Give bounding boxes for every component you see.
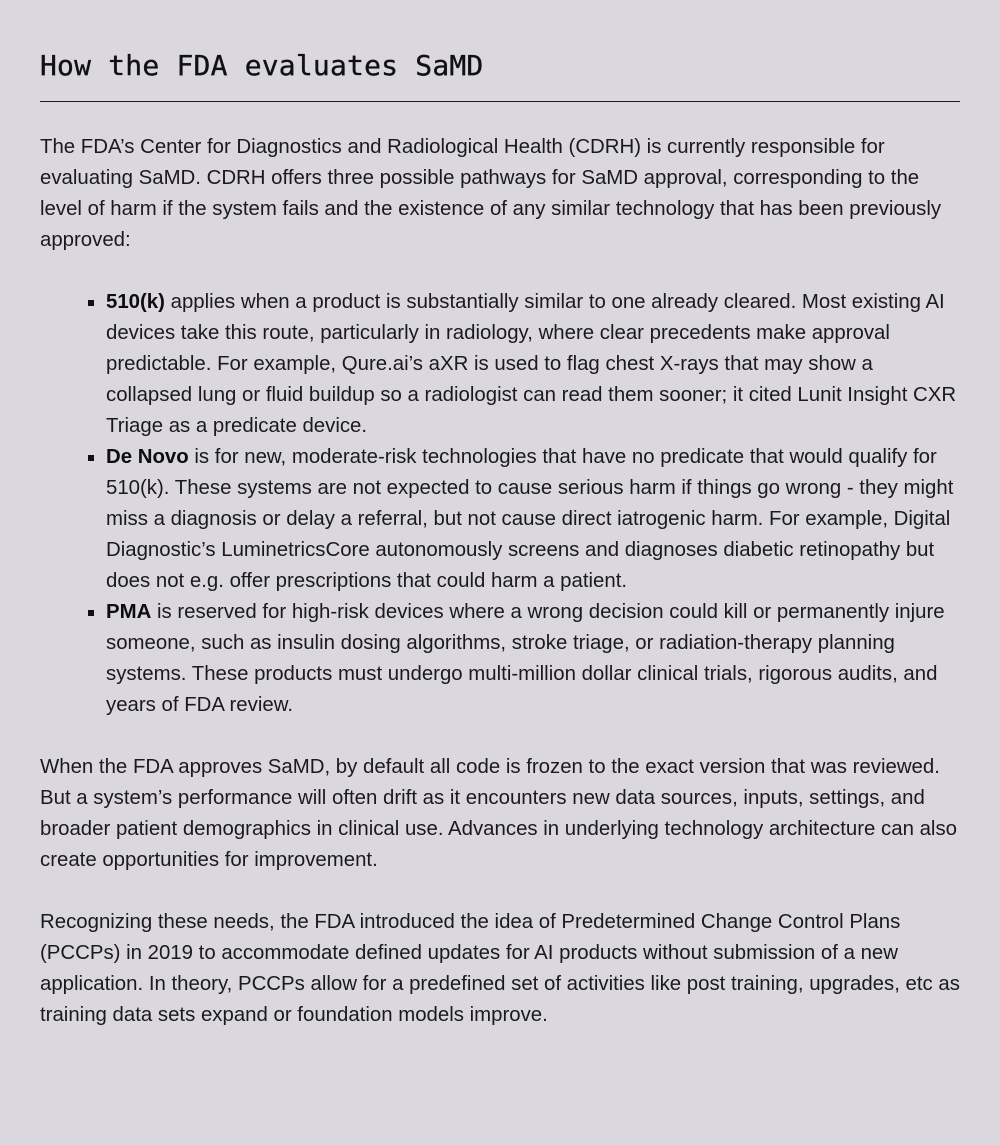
pathway-description: is for new, moderate-risk technologies that have no predicate that would qualify for 510(k). These systems are not expected to cause serious harm if things go wrong - they might miss a diagnosis or delay a referral, but not cause direct iatrogenic harm. For example, Digital Diagnostic’s LuminetricsCore autonomously screens and diagnoses diabetic retinopathy but does not e.g. offer prescriptions that could harm a patient. xyxy=(106,446,954,592)
pathway-term: 510(k) xyxy=(106,291,165,313)
section-heading: How the FDA evaluates SaMD xyxy=(40,49,484,82)
pathway-description: is reserved for high-risk devices where a wrong decision could kill or permanently injure someone, such as insulin dosing algorithms, stroke triage, or radiation-therapy planning systems. These products must undergo multi-million dollar clinical trials, rigorous audits, and years of FDA review. xyxy=(106,601,945,716)
pathway-item-de-novo xyxy=(106,442,960,597)
heading-divider xyxy=(40,101,960,102)
pccp-paragraph: Recognizing these needs, the FDA introduced the idea of Predetermined Change Control Plans (PCCPs) in 2019 to accommodate defined updates for AI products without submission of a new application. In theory, PCCPs allow for a predefined set of activities like post training, upgrades, etc as training data sets expand or foundation models improve. xyxy=(40,911,960,1026)
pathway-term: PMA xyxy=(106,601,152,623)
article xyxy=(40,0,960,1031)
bullet-square-icon xyxy=(88,300,94,306)
intro-paragraph: The FDA’s Center for Diagnostics and Radiological Health (CDRH) is currently responsible for evaluating SaMD. CDRH offers three possible pathways for SaMD approval, corresponding to the level of harm if the system fails and the existence of any similar technology that has been previously approved: xyxy=(40,136,942,251)
pathway-item-pma xyxy=(106,597,960,721)
pathway-list xyxy=(40,287,960,721)
pathway-item-510k xyxy=(106,287,960,442)
code-freeze-paragraph: When the FDA approves SaMD, by default all code is frozen to the exact version that was reviewed. But a system’s performance will often drift as it encounters new data sources, inputs, settings, and broader patient demographics in clinical use. Advances in underlying technology architecture can also create opportunities for improvement. xyxy=(40,756,957,871)
pathway-term: De Novo xyxy=(106,446,189,468)
pathway-description: applies when a product is substantially similar to one already cleared. Most existing AI devices take this route, particularly in radiology, where clear precedents make approval predictable. For example, Qure.ai’s aXR is used to flag chest X-rays that may show a collapsed lung or fluid buildup so a radiologist can read them sooner; it cited Lunit Insight CXR Triage as a predicate device. xyxy=(106,291,957,437)
bullet-square-icon xyxy=(88,455,94,461)
bullet-square-icon xyxy=(88,610,94,616)
